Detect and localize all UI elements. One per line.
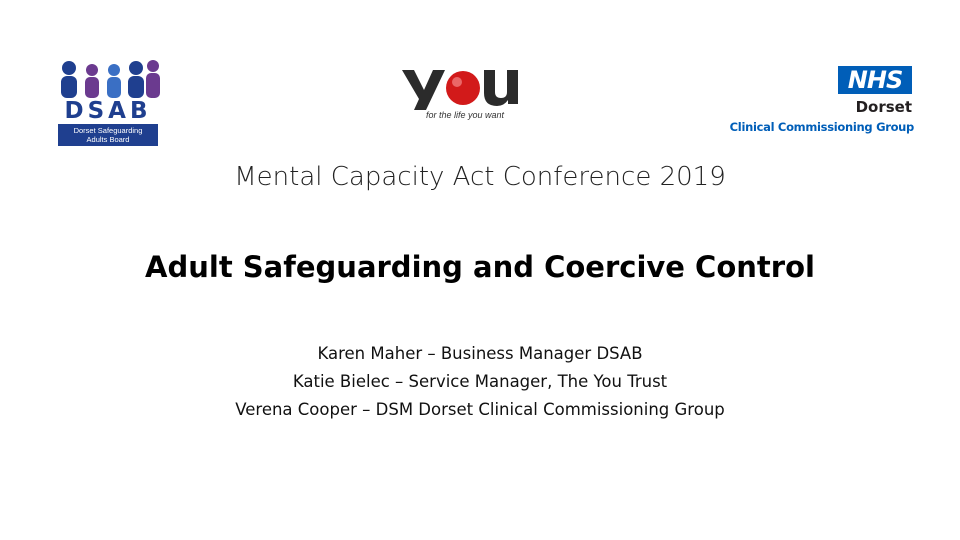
- conference-title: [0, 162, 960, 192]
- you-wordmark: [400, 60, 524, 112]
- speaker-list: [0, 340, 960, 424]
- nhs-organisation-name: Clinical Commissioning Group: [729, 120, 914, 134]
- nhs-area-name: Dorset: [855, 98, 912, 116]
- dsab-subtitle-line2: Adults Board: [86, 135, 130, 144]
- dsab-people-icon: [56, 58, 160, 100]
- nhs-badge: NHS: [838, 66, 912, 94]
- speaker-1: Karen Maher – Business Manager DSAB: [317, 344, 643, 363]
- speaker-3: Verena Cooper – DSM Dorset Clinical Commissioning Group: [235, 400, 725, 419]
- dsab-subtitle-line1: Dorset Safeguarding: [73, 126, 143, 135]
- dsab-subtitle-box: [58, 124, 158, 146]
- you-tagline: for the life you want: [426, 110, 505, 120]
- conference-title-text: Mental Capacity Act Conference 2019: [234, 162, 726, 192]
- nhs-dorset-ccg-logo: [708, 66, 914, 138]
- dsab-wordmark: DSAB: [64, 98, 152, 124]
- you-trust-logo: [400, 60, 524, 124]
- presentation-title: Adult Safeguarding and Coercive Control: [145, 250, 815, 284]
- speaker-2: Katie Bielec – Service Manager, The You Trust: [292, 372, 668, 391]
- dsab-logo: [56, 58, 160, 146]
